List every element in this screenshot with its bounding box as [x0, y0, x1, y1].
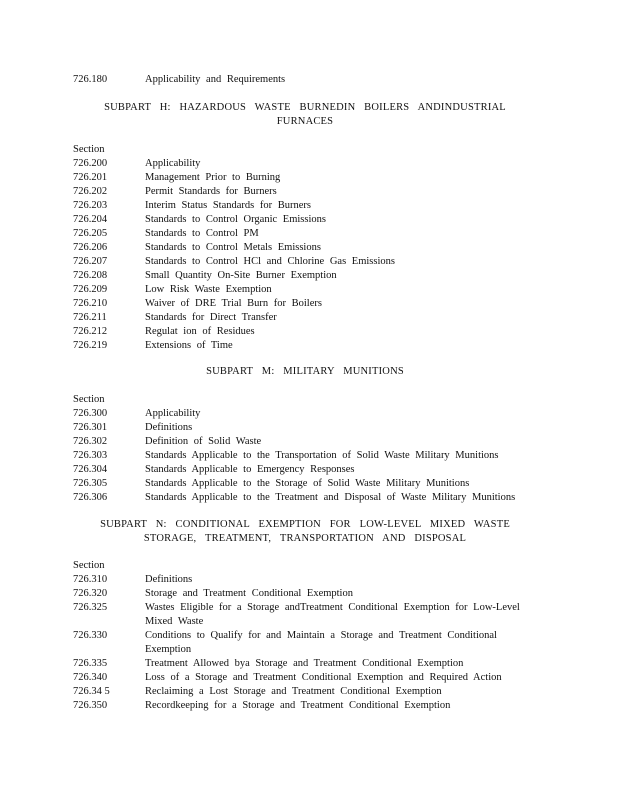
section-title: Wastes Eligible for a Storage andTreatment Conditional Exemption for Low-Level Mixed Waste	[145, 602, 520, 627]
section-title: Standards to Control Metals Emissions	[145, 242, 321, 253]
section-number: 726.303	[73, 450, 108, 461]
section-label: Section	[73, 144, 105, 155]
section-title: Recordkeeping for a Storage and Treatment Conditional Exemption	[145, 700, 451, 711]
section-title: Standards for Direct Transfer	[145, 312, 277, 323]
section-title: Standards to Control HCl and Chlorine Gas Emissions	[145, 256, 395, 267]
section-title: Reclaiming a Lost Storage and Treatment Conditional Exemption	[145, 686, 442, 697]
section-title: Interim Status Standards for Burners	[145, 200, 311, 211]
section-title: Extensions of Time	[145, 340, 233, 351]
section-number: 726.205	[73, 228, 108, 239]
section-number: 726.210	[73, 298, 108, 309]
section-number: 726.306	[73, 492, 108, 503]
section-title: Permit Standards for Burners	[145, 186, 277, 197]
section-title: Applicability	[145, 158, 201, 169]
section-number: 726.207	[73, 256, 108, 267]
section-label: Section	[73, 560, 105, 571]
section-number: 726.350	[73, 700, 108, 711]
section-number: 726.335	[73, 658, 108, 669]
section-title: Applicability and Requirements	[145, 74, 286, 85]
section-title: Treatment Allowed bya Storage and Treatment Conditional Exemption	[145, 658, 464, 669]
section-title: Standards Applicable to the Storage of Solid Waste Military Munitions	[145, 478, 470, 489]
section-number: 726.330	[73, 630, 108, 641]
section-number: 726.202	[73, 186, 108, 197]
section-number: 726.201	[73, 172, 108, 183]
section-number: 726.310	[73, 574, 108, 585]
subpart-h-heading-line1: SUBPART H: HAZARDOUS WASTE BURNEDIN BOILERS ANDINDUSTRIAL	[104, 102, 506, 113]
section-number: 726.200	[73, 158, 108, 169]
section-number: 726.206	[73, 242, 108, 253]
section-number: 726.180	[73, 74, 108, 85]
section-title: Standards Applicable to the Treatment and Disposal of Waste Military Munitions	[145, 492, 516, 503]
section-number: 726.204	[73, 214, 108, 225]
section-title: Regulat ion of Residues	[145, 326, 255, 337]
section-title: Storage and Treatment Conditional Exemption	[145, 588, 353, 599]
section-title: Small Quantity On-Site Burner Exemption	[145, 270, 337, 281]
section-title: Low Risk Waste Exemption	[145, 284, 272, 295]
section-number: 726.340	[73, 672, 108, 683]
section-number: 726.302	[73, 436, 108, 447]
section-number: 726.34 5	[73, 686, 110, 697]
section-title: Applicability	[145, 408, 201, 419]
section-number: 726.212	[73, 326, 108, 337]
section-number: 726.325	[73, 602, 108, 613]
section-title: Definitions	[145, 574, 193, 585]
section-number: 726.203	[73, 200, 108, 211]
subpart-n-heading-line2: STORAGE, TREATMENT, TRANSPORTATION AND DISPOSAL	[143, 533, 467, 544]
section-number: 726.305	[73, 478, 108, 489]
section-title: Definitions	[145, 422, 193, 433]
subpart-h-heading-line2: FURNACES	[276, 116, 334, 127]
section-label: Section	[73, 394, 105, 405]
section-title: Standards Applicable to Emergency Responses	[145, 464, 355, 475]
section-title: Standards to Control PM	[145, 228, 259, 239]
section-number: 726.301	[73, 422, 108, 433]
section-number: 726.320	[73, 588, 108, 599]
section-title: Loss of a Storage and Treatment Conditional Exemption and Required Action	[145, 672, 502, 683]
section-number: 726.211	[73, 312, 107, 323]
section-title: Management Prior to Burning	[145, 172, 281, 183]
section-title: Waiver of DRE Trial Burn for Boilers	[145, 298, 322, 309]
subpart-m-heading: SUBPART M: MILITARY MUNITIONS	[206, 366, 404, 377]
subpart-n-heading-line1: SUBPART N: CONDITIONAL EXEMPTION FOR LOW-LEVEL MIXED WASTE	[100, 519, 510, 530]
section-number: 726.300	[73, 408, 108, 419]
section-title: Standards Applicable to the Transportation of Solid Waste Military Munitions	[145, 450, 499, 461]
section-number: 726.209	[73, 284, 108, 295]
section-number: 726.208	[73, 270, 108, 281]
section-number: 726.304	[73, 464, 108, 475]
section-number: 726.219	[73, 340, 108, 351]
section-title: Definition of Solid Waste	[145, 436, 262, 447]
section-title: Standards to Control Organic Emissions	[145, 214, 326, 225]
section-title: Conditions to Qualify for and Maintain a Storage and Treatment Conditional Exemption	[145, 630, 497, 655]
